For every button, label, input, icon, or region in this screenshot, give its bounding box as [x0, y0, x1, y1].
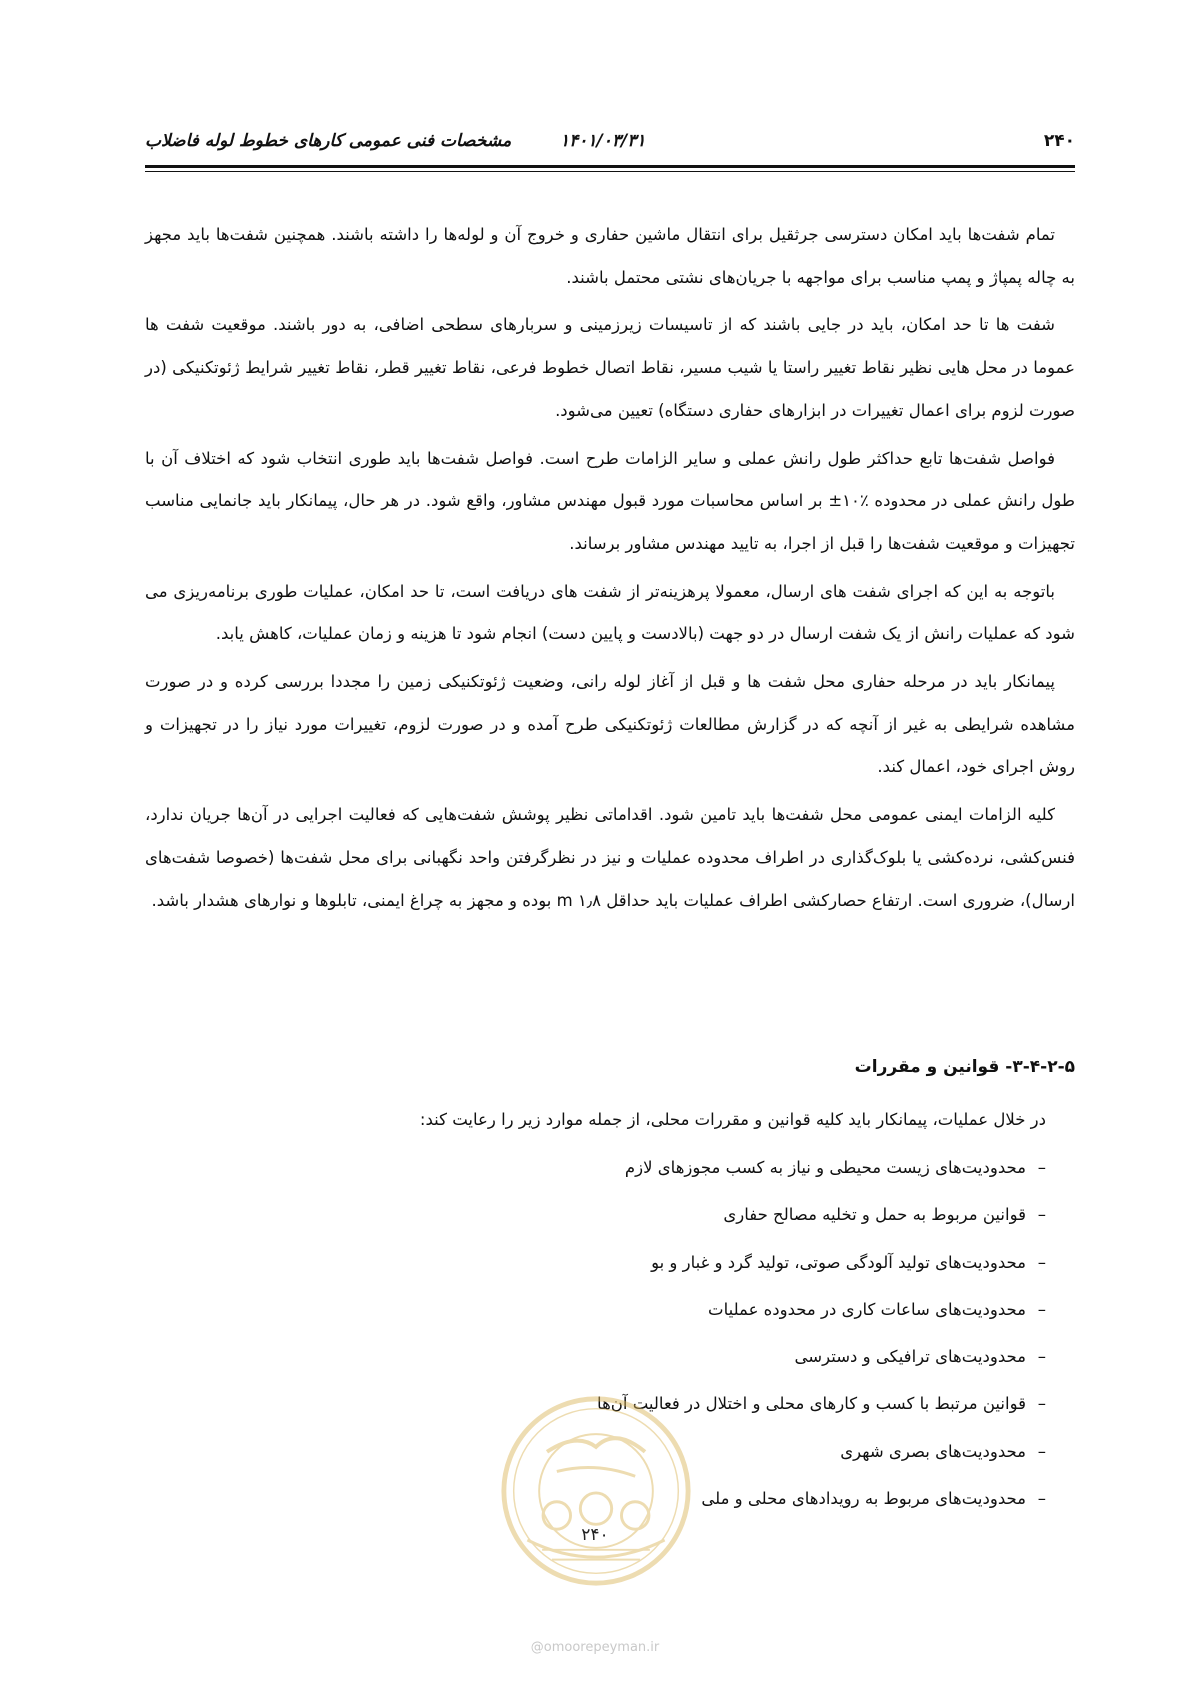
list-item	[346, 1394, 1046, 1441]
paragraph: باتوجه به این که اجرای شفت های ارسال، معمولا پرهزینه‌تر از شفت های دریافت است، تا حد امکان، عملیات طوری برنامه‌ریزی می شود که عملیات رانش از یک شفت ارسال در دو جهت (بالادست و پایین دست) انجام شود تا هزینه و زمان عملیات، کاهش یابد.	[145, 581, 1075, 644]
footer-page-number: ۲۴۰	[581, 1525, 609, 1545]
header-title: مشخصات فنی عمومی کارهای خطوط لوله فاضلاب	[145, 131, 512, 151]
bullet-dash: –	[1037, 1441, 1046, 1461]
header-rule	[145, 165, 1075, 168]
list-item	[346, 1158, 1046, 1205]
paragraph: پیمانکار باید در مرحله حفاری محل شفت ها و قبل از آغاز لوله رانی، وضعیت ژئوتکنیکی زمین را مجددا بررسی کرده و در صورت مشاهده شرایطی به غیر از آنچه که در گزارش مطالعات ژئوتکنیکی طرح آمده و در صورت لزوم، تغییرات مورد نیاز را در تجهیزات و روش اجرای خود، اعمال کند.	[145, 672, 1075, 777]
list-item	[346, 1442, 1046, 1489]
bullet-dash: –	[1037, 1205, 1046, 1225]
list-item	[346, 1253, 1046, 1300]
bullet-dash: –	[1037, 1158, 1046, 1177]
header-rule-thin	[145, 171, 1075, 172]
list-item-text: محدودیت‌های بصری شهری	[840, 1441, 1026, 1461]
list-item	[346, 1300, 1046, 1347]
bullet-dash: –	[1037, 1252, 1046, 1272]
header-page-number: ۲۴۰	[1043, 131, 1075, 151]
list-item-text: محدودیت‌های ترافیکی و دسترسی	[794, 1347, 1026, 1367]
header-date: ۱۴۰۱/۰۳/۳۱	[560, 131, 646, 151]
watermark-seal-icon	[498, 1393, 694, 1589]
paragraph: کلیه الزامات ایمنی عمومی محل شفت‌ها باید تامین شود. اقداماتی نظیر پوشش شفت‌هایی که فعالیت اجرایی در آن‌ها جریان ندارد، فنس‌کشی، نرده‌کشی یا بلوک‌گذاری در اطراف محدوده عملیات و نیز در نظرگرفتن واحد نگهبانی برای محل شفت‌ها (خصوصا شفت‌های ارسال)، ضروری است. ارتفاع حصارکشی اطراف عملیات باید حداقل ۱٫۸ m بوده و مجهز به چراغ ایمنی، تابلوها و نوارهای هشدار باشد.	[145, 805, 1075, 910]
list-item-text: محدودیت‌های مربوط به رویدادهای محلی و ملی	[701, 1489, 1026, 1509]
section-intro: در خلال عملیات، پیمانکار باید کلیه قوانین و مقررات محلی، از جمله موارد زیر را رعایت کند:	[419, 1110, 1046, 1129]
page-header	[145, 125, 1075, 159]
paragraph: تمام شفت‌ها باید امکان دسترسی جرثقیل برای انتقال ماشین حفاری و خروج آن و لوله‌ها را داشته باشند. همچنین شفت‌ها باید مجهز به چاله پمپاژ و پمپ مناسب برای مواجهه با جریان‌های نشتی محتمل باشند.	[145, 225, 1075, 287]
list-item	[346, 1489, 1046, 1536]
bullet-dash: –	[1037, 1347, 1046, 1367]
list-item-text: قوانین مربوط به حمل و تخلیه مصالح حفاری	[723, 1205, 1026, 1225]
regulations-list	[346, 1158, 1046, 1536]
bullet-dash: –	[1037, 1299, 1046, 1319]
paragraph: شفت ها تا حد امکان، باید در جایی باشند که از تاسیسات زیرزمینی و سربارهای سطحی اضافی، به دور باشند. موقعیت شفت ها عموما در محل هایی نظیر نقاط تغییر راستا یا شیب مسیر، نقاط اتصال خطوط فرعی، نقاط تغییر قطر، نقاط تغییر شرایط ژئوتکنیکی (در صورت لزوم برای اعمال تغییرات در ابزارهای حفاری دستگاه) تعیین می‌شود.	[145, 315, 1075, 420]
list-item-text: قوانین مرتبط با کسب و کارهای محلی و اختلال در فعالیت آن‌ها	[597, 1394, 1026, 1414]
list-item-text: محدودیت‌های تولید آلودگی صوتی، تولید گرد و غبار و بو	[651, 1252, 1026, 1272]
list-item-text: محدودیت‌های ساعات کاری در محدوده عملیات	[708, 1299, 1026, 1319]
body-text	[145, 214, 1075, 927]
watermark-url: @omoorepeyman.ir	[530, 1640, 660, 1655]
list-item-text: محدودیت‌های زیست محیطی و نیاز به کسب مجوزهای لازم	[624, 1158, 1026, 1177]
paragraph: فواصل شفت‌ها تابع حداکثر طول رانش عملی و سایر الزامات طرح است. فواصل شفت‌ها باید طوری انتخاب شود که اختلاف آن با طول رانش عملی در محدوده ٪۱۰± بر اساس محاسبات مورد قبول مهندس مشاور، واقع شود. در هر حال، پیمانکار باید جانمایی مناسب تجهیزات و موقعیت شفت‌ها را قبل از اجرا، به تایید مهندس مشاور برساند.	[145, 448, 1075, 553]
list-item	[346, 1205, 1046, 1252]
bullet-dash: –	[1037, 1489, 1046, 1509]
bullet-dash: –	[1037, 1394, 1046, 1414]
section-heading: ۳-۴-۲-۵- قوانین و مقررات	[854, 1057, 1075, 1077]
list-item	[346, 1347, 1046, 1394]
